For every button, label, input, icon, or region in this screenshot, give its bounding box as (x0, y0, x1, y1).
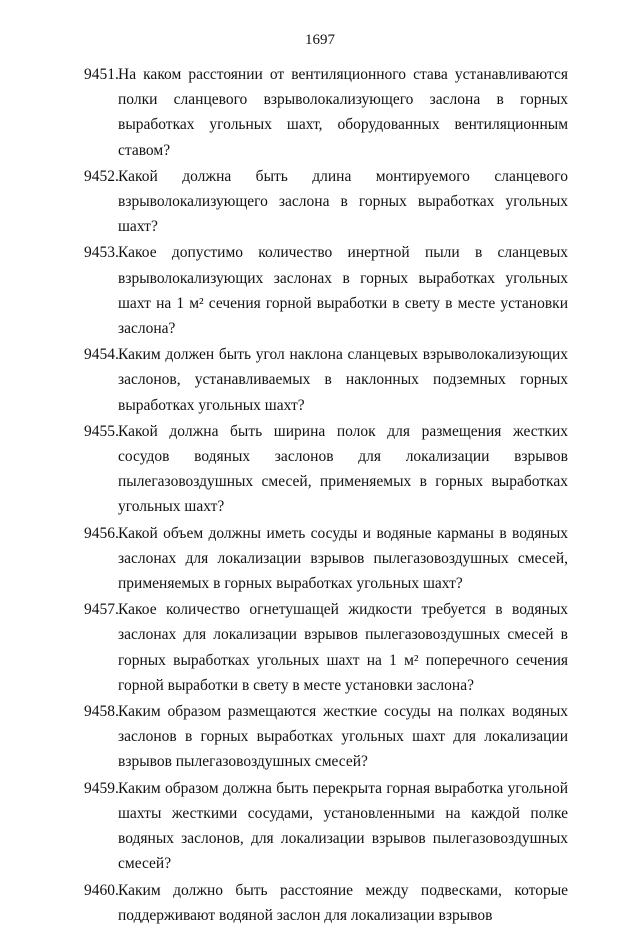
question-item (84, 699, 568, 775)
question-item (84, 240, 568, 341)
question-number: 9460. (84, 881, 119, 899)
page-number: 1697 (305, 32, 335, 48)
question-number: 9452. (84, 167, 119, 185)
question-text: Какой должна быть ширина полок для размещения жестких сосудов водяных заслонов для локализации взрывов пылегазовоздушных смесей, применяемых в горных выработках угольных шахт? (118, 422, 568, 516)
question-number: 9451. (84, 66, 119, 83)
question-item (84, 776, 568, 877)
question-number: 9454. (84, 346, 119, 364)
question-number: 9455. (84, 422, 119, 440)
question-item (84, 342, 568, 418)
question-item (84, 419, 568, 520)
question-text: Какое допустимо количество инертной пыли в сланцевых взрыволокализующих заслонах в горных выработках угольных шахт на 1 м² сечения горной выработки в свету в месте установки заслона? (118, 244, 568, 338)
question-text: На каком расстоянии от вентиляционного става устанавливаются полки сланцевого взрыволокализующего заслона в горных выработках угольных шахт, оборудованных вентиляционным ставом? (118, 66, 568, 159)
question-number: 9458. (84, 703, 119, 721)
question-text: Каким должен быть угол наклона сланцевых взрыволокализующих заслонов, устанавливаемых в наклонных подземных горных выработках угольных шахт? (118, 346, 568, 414)
question-text: Каким должно быть расстояние между подвесками, которые поддерживают водяной заслон для локализации взрывов (118, 881, 568, 924)
question-list (84, 62, 568, 929)
question-text: Какой объем должны иметь сосуды и водяные карманы в водяных заслонах для локализации взрывов пылегазовоздушных смесей, применяемых в горных выработках угольных шахт? (118, 524, 568, 593)
question-number: 9453. (84, 244, 119, 262)
question-text: Каким образом размещаются жесткие сосуды на полках водяных заслонов в горных выработках угольных шахт для локализации взрывов пылегазовоздушных смесей? (118, 703, 568, 771)
question-text: Каким образом должна быть перекрыта горная выработка угольной шахты жесткими сосудами, установленными на каждой полке водяных заслонов, для локализации взрывов пылегазовоздушных смесей? (118, 779, 568, 873)
question-text: Какой должна быть длина монтируемого сланцевого взрыволокализующего заслона в горных выработках угольных шахт? (118, 167, 568, 236)
question-item (84, 597, 568, 698)
question-number: 9456. (84, 524, 119, 542)
question-number: 9457. (84, 601, 119, 619)
question-item (84, 878, 568, 928)
question-item (84, 164, 568, 240)
question-item (84, 521, 568, 597)
question-item (84, 62, 568, 163)
question-number: 9459. (84, 779, 119, 797)
question-text: Какое количество огнетушащей жидкости требуется в водяных заслонах для локализации взрывов пылегазовоздушных смесей в горных выработках угольных шахт на 1 м² поперечного сечения горной выработки в свету в месте установки заслона? (118, 601, 568, 694)
